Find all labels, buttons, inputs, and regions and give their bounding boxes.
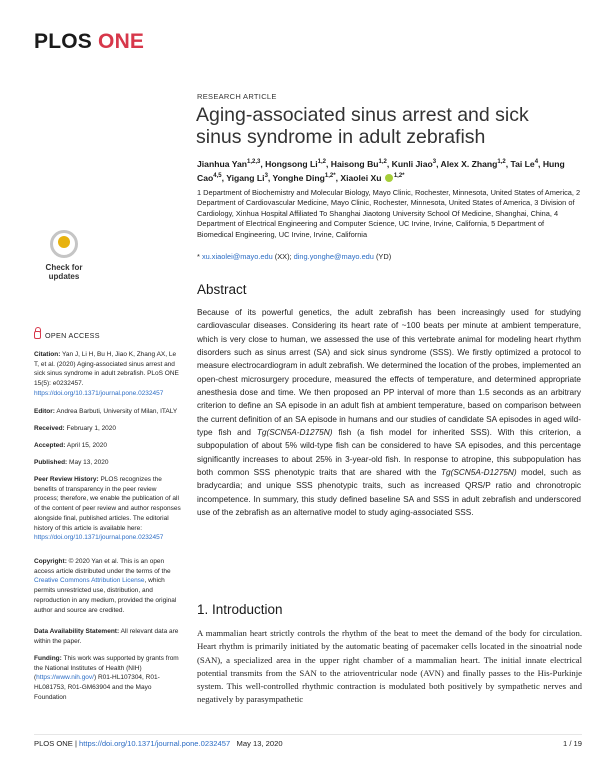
author-name-text: Hongsong Li	[265, 158, 318, 169]
peer-review-label: Peer Review History:	[34, 476, 99, 483]
funding-text-a: This work was supported by grants from the National Institutes of Health (NIH) (	[34, 655, 179, 682]
author-list: Jianhua Yan$^{1,2,3}$, Hongsong Li$^{1,2}$, Haisong Bu$^{1,2}$, Kunli Jiao$^3$, Alex X. Zhang$^{1,2}$, Tai Le$^4$, Hung Cao$^{4,5}$, Yigang Li$^3$, Yonghe Ding$^{1,2*}$, Xiaolei Xu $^{1,2*}$	[197, 158, 565, 184]
received-date: February 1, 2020	[64, 425, 117, 432]
author-affiliation-marker: 1,2	[317, 159, 326, 165]
introduction-body: A mammalian heart strictly controls the rhythm of the beat to meet the demand of the body for circulation. Heart rhythm is primarily initiated by the automatic beating of pacemaker cells located in the sinoatrial node (SAN), a specialized area in the upper right chamber of a mammalian heart. The initial innate electrical potential transmits from the SAN to the atrioventricular node (AVN) and finally passes to the His-Purkinje system. This well-controlled rhythmic contraction is modulated both positively by sympathetic nerves and negatively by parasympathetic	[197, 628, 582, 705]
author-name-text: Xiaolei Xu	[340, 173, 382, 184]
funding-text-b: ) R01-HL107304, R01-HL081753, R01-GM63904 and the Mayo Foundation	[34, 674, 160, 701]
check-updates-line1: Check for	[45, 263, 83, 272]
footer-divider	[34, 734, 582, 735]
affiliations: 1 Department of Biochemistry and Molecular Biology, Mayo Clinic, Rochester, Minnesota, United States of America, 2 Department of Cardiovascular Medicine, Mayo Clinic, Rochester, Minnesota, United States of America, 3 Division of Cardiology, Xinhua Hospital Affiliated To Shanghai Jiaotong University School Of Medicine, Shanghai, China, 4 Department of Electrical Engineering and Computer Science, UC Irvine, Irvine, California, 5 Department of Biomedical Engineering, UC Irvine, Irvine, California	[197, 188, 581, 239]
published-label: Published:	[34, 459, 68, 466]
author-name[interactable]	[226, 173, 268, 183]
logo-plos: PLOS	[34, 30, 92, 53]
abstract-body	[197, 306, 581, 520]
email-link-ding[interactable]: ding.yonghe@mayo.edu	[293, 252, 374, 261]
corr-tag-xx: (XX);	[272, 252, 294, 261]
author-affiliation-marker: 1,2	[497, 159, 506, 165]
editor-text: Andrea Barbuti, University of Milan, ITALY	[54, 408, 178, 415]
author-name-text: Yonghe Ding	[272, 173, 325, 184]
peer-review-block	[34, 475, 182, 543]
author-affiliation-marker: 1,2*	[393, 173, 405, 180]
author-name[interactable]	[197, 159, 260, 169]
open-access-label: OPEN ACCESS	[45, 331, 100, 340]
copyright-text-b: , which permits unrestricted use, distribution, and reproduction in any medium, provided the original author and source are credited.	[34, 577, 177, 614]
data-availability-text: All relevant data are within the paper.	[34, 628, 179, 645]
open-lock-icon	[34, 331, 41, 339]
abstract-part-1: Because of its powerful genetics, the adult zebrafish has been increasingly used for studying cardiovascular diseases. Considering its heart rate of ~100 beats per minute at ambient temperature, which is very close to human, we assessed the use of this vertebrate animal for modeling heart rhythm disorders such as sinus arrest (SA) and sick sinus syndrome (SSS). We firstly optimized a protocol to measure electrocardiogram in adult zebrafish. We determined the location of the probes, implemented an open-chest microsurgery procedure, measured the effects of temperature, and determined appropriate anesthesia dose and time. We then proposed an PP interval of more than 1.5 seconds as an arbitrary criterion to define an SA episode in an adult fish at ambient temperature, based on comparison between the current definition of an SA episode in humans and our studies of candidate SA episodes in aged wild-type fish and	[197, 308, 581, 438]
copyright-text-a: © 2020 Yan et al. This is an open access article distributed under the terms of the	[34, 558, 171, 575]
footer-left	[34, 739, 283, 748]
author-name-text: Kunli Jiao	[391, 158, 433, 169]
nih-link[interactable]: https://www.nih.gov/	[36, 674, 94, 682]
orcid-icon[interactable]	[385, 174, 393, 182]
author-name[interactable]	[331, 159, 387, 169]
author-affiliation-marker: 3	[264, 173, 268, 180]
author-name[interactable]	[340, 173, 404, 183]
author-name[interactable]	[273, 173, 336, 183]
introduction-heading: 1. Introduction	[197, 602, 283, 617]
accepted-date: April 15, 2020	[65, 442, 107, 449]
footer-sep: |	[72, 739, 80, 748]
journal-logo	[34, 30, 144, 54]
check-updates-label	[34, 263, 94, 281]
correspondence	[197, 252, 391, 261]
citation-doi-link[interactable]: https://doi.org/10.1371/journal.pone.0232457	[34, 389, 164, 397]
citation-block	[34, 350, 182, 399]
peer-review-text: PLOS recognizes the benefits of transparency in the peer review process; therefore, we enable the publication of all of the content of peer review and author responses alongside final, published articles. The editorial history of this article is available here:	[34, 476, 181, 532]
article-title: Aging-associated sinus arrest and sick sinus syndrome in adult zebrafish	[196, 104, 529, 148]
corr-tag-yd: (YD)	[373, 252, 392, 261]
author-affiliation-marker: 4	[534, 159, 539, 165]
author-affiliation-marker: 1,2	[378, 159, 387, 165]
footer-date: May 13, 2020	[236, 739, 283, 748]
author-name-text: Hung Cao	[197, 158, 565, 184]
author-name[interactable]	[441, 159, 506, 169]
published-date: May 13, 2020	[67, 459, 109, 466]
received-label: Received:	[34, 425, 65, 432]
open-access-badge	[34, 331, 182, 341]
email-link-xu[interactable]: xu.xiaolei@mayo.edu	[201, 252, 273, 261]
footer-page-number: 1 / 19	[563, 739, 582, 748]
abstract-part-3: model, such as bradycardia; and unique SSS phenotypic traits, such as increased QRS/P ratio and chronotropic incompetence. In summary, this study defined baseline SA and SSS in adult zebrafish and underscored use of the zebrafish as an alternative model to study aging-associated SSS.	[197, 468, 582, 518]
peer-review-link[interactable]: https://doi.org/10.1371/journal.pone.0232457	[34, 534, 164, 542]
abstract-transgene-2: Tg(SCN5A-D1275N)	[440, 468, 517, 478]
check-updates-icon	[50, 230, 78, 258]
logo-one: ONE	[98, 30, 145, 53]
author-name-text: Yigang Li	[226, 173, 265, 184]
published-block	[34, 458, 182, 468]
funding-block	[34, 654, 182, 703]
author-affiliation-marker: 4,5	[213, 173, 222, 180]
editor-block	[34, 407, 182, 417]
license-link[interactable]: Creative Commons Attribution License	[34, 577, 145, 585]
data-availability-label: Data Availability Statement:	[34, 628, 120, 635]
accepted-block	[34, 441, 182, 451]
accepted-label: Accepted:	[34, 442, 66, 449]
corr-prefix: *	[197, 252, 202, 261]
received-block	[34, 424, 182, 434]
data-availability-block	[34, 627, 182, 646]
abstract-transgene-1: Tg(SCN5A-D1275N)	[256, 428, 333, 438]
check-for-updates-button[interactable]	[34, 230, 94, 290]
citation-text: Yan J, Li H, Bu H, Jiao K, Zhang AX, Le T, et al. (2020) Aging-associated sinus arrest and sick sinus syndrome in adult zebrafish. PLoS ONE 15(5): e0232457.	[34, 351, 179, 388]
author-affiliation-marker: 3	[432, 159, 437, 165]
author-name-text: Haisong Bu	[330, 158, 379, 169]
author-affiliation-marker: 1,2,3	[247, 159, 261, 165]
abstract-part-2: fish (a fish model for inherited SSS). With this criterion, a subpopulation of about 5% wild-type fish can be considered to have SA episodes, and this percentage significantly increases to about 25% in 3-year-old fish. In response to atropine, this subpopulation has both common SSS phenotypic traits that are shared with the	[197, 428, 581, 478]
footer-doi-link[interactable]: https://doi.org/10.1371/journal.pone.0232457	[79, 739, 231, 748]
copyright-block	[34, 557, 182, 615]
check-updates-line2: updates	[48, 272, 80, 281]
author-name[interactable]	[265, 159, 326, 169]
article-type: RESEARCH ARTICLE	[197, 92, 277, 101]
funding-label: Funding:	[34, 655, 62, 662]
copyright-label: Copyright:	[34, 558, 67, 565]
author-name-text: Jianhua Yan	[197, 158, 247, 169]
author-name-text: Tai Le	[510, 158, 535, 169]
author-name-text: Alex X. Zhang	[440, 158, 498, 169]
citation-label: Citation:	[34, 351, 61, 358]
author-name[interactable]	[392, 159, 436, 169]
author-name[interactable]	[511, 159, 539, 169]
editor-label: Editor:	[34, 408, 55, 415]
footer-journal: PLOS ONE	[34, 739, 73, 748]
abstract-heading: Abstract	[197, 282, 247, 297]
author-affiliation-marker: 1,2*	[324, 173, 336, 180]
